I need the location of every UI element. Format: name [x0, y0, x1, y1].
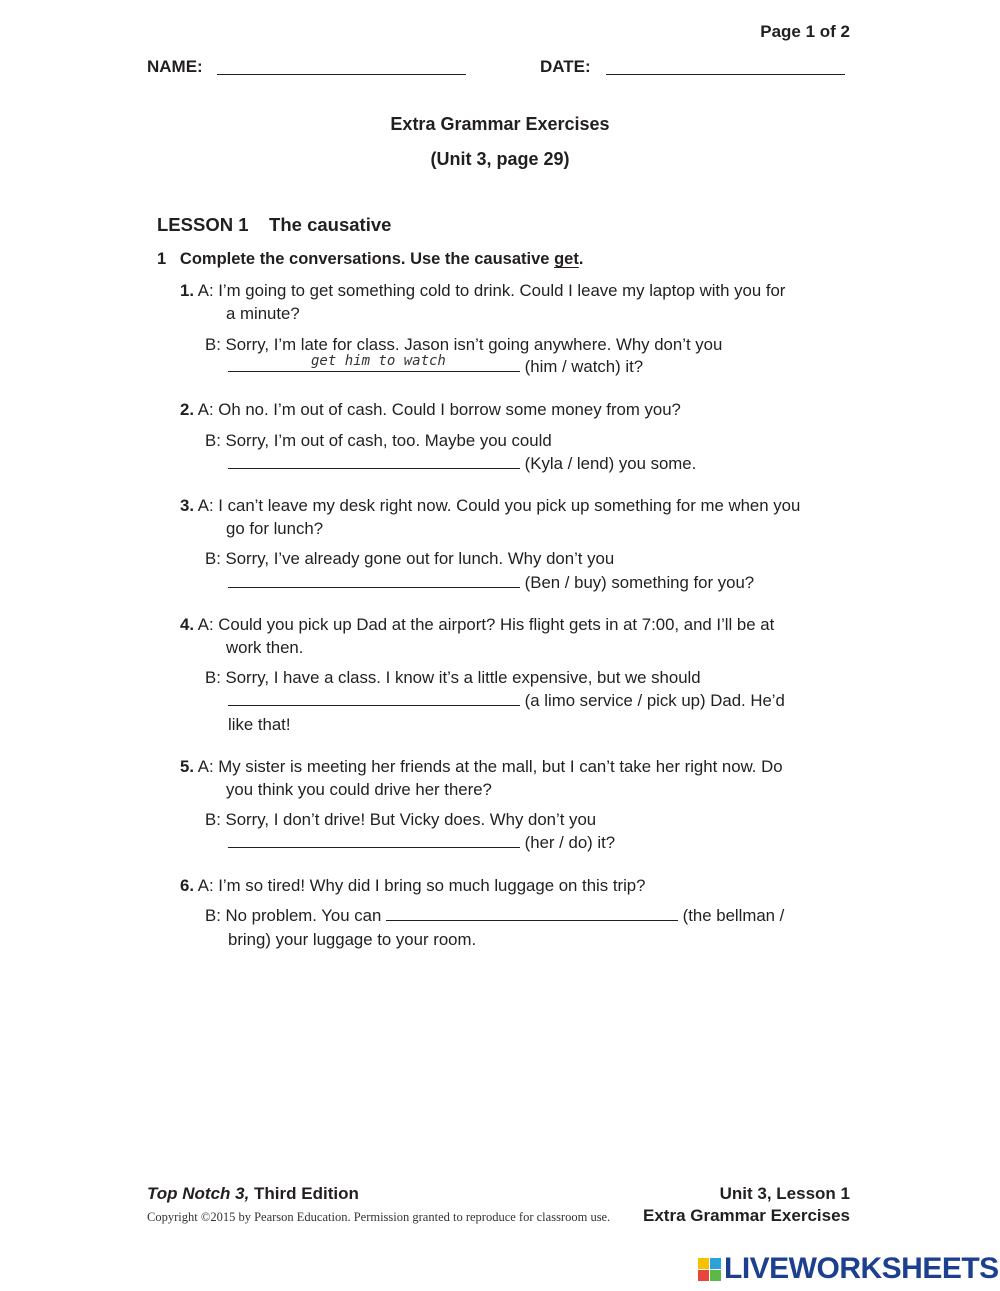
- item-6-b-line-2: bring) your luggage to your room.: [228, 930, 477, 949]
- item-5-answer-row: (her / do) it?: [228, 833, 615, 853]
- instruction-keyword: get: [554, 250, 579, 268]
- item-5-a-line-2: you think you could drive her there?: [226, 780, 492, 799]
- name-field[interactable]: [217, 74, 466, 75]
- item-3-a-line: 3. A: I can’t leave my desk right now. Could you pick up something for me when you: [180, 496, 801, 515]
- item-number: 5.: [180, 757, 194, 776]
- item-4-answer-row: (a limo service / pick up) Dad. He’d: [228, 691, 785, 711]
- item-2-b-line: B: Sorry, I’m out of cash, too. Maybe you could: [205, 431, 552, 450]
- name-label: NAME:: [147, 57, 203, 76]
- item-4-a-line-2: work then.: [226, 638, 304, 657]
- page-number: Page 1 of 2: [760, 22, 850, 41]
- item-1-answer-row: (him / watch) it?: [228, 357, 643, 377]
- item-4-a-line: 4. A: Could you pick up Dad at the airport? His flight gets in at 7:00, and I’ll be at: [180, 615, 775, 634]
- item-1-b-line: B: Sorry, I’m late for class. Jason isn’t going anywhere. Why don’t you: [205, 335, 723, 354]
- item-5-b-line: B: Sorry, I don’t drive! But Vicky does. Why don’t you: [205, 810, 597, 829]
- item-2-a-line: 2. A: Oh no. I’m out of cash. Could I borrow some money from you?: [180, 400, 681, 419]
- page-title: Extra Grammar Exercises: [390, 114, 610, 134]
- item-number: 3.: [180, 496, 194, 515]
- date-label: DATE:: [540, 57, 591, 76]
- handwritten-answer-1: get him to watch: [311, 353, 446, 369]
- footer-section: Extra Grammar Exercises: [643, 1206, 850, 1225]
- item-6-b-line: B: No problem. You can (the bellman /: [205, 906, 785, 925]
- liveworksheets-logo[interactable]: [698, 1252, 999, 1286]
- item-4-b-line-3: like that!: [228, 715, 291, 734]
- item-6-a-line: 6. A: I’m so tired! Why did I bring so much luggage on this trip?: [180, 876, 646, 895]
- item-4-b-line: B: Sorry, I have a class. I know it’s a little expensive, but we should: [205, 668, 701, 687]
- item-3-answer-row: (Ben / buy) something for you?: [228, 573, 754, 593]
- answer-blank-3[interactable]: [228, 573, 520, 588]
- item-number: 2.: [180, 400, 194, 419]
- brand-name: LIVEWORKSHEETS: [724, 1252, 999, 1285]
- instruction: 1 Complete the conversations. Use the causative get.: [157, 250, 584, 268]
- answer-blank-5[interactable]: [228, 833, 520, 848]
- item-1-a-line-2: a minute?: [226, 304, 300, 323]
- copyright: Copyright ©2015 by Pearson Education. Permission granted to reproduce for classroom use.: [147, 1210, 611, 1224]
- footer-unit-lesson: Unit 3, Lesson 1: [719, 1184, 850, 1203]
- item-1-a-line: 1. A: I’m going to get something cold to drink. Could I leave my laptop with you for: [180, 281, 786, 300]
- lesson-title: LESSON 1 The causative: [157, 214, 392, 235]
- answer-blank-4[interactable]: [228, 691, 520, 706]
- answer-blank-6[interactable]: [386, 906, 678, 921]
- item-3-b-line: B: Sorry, I’ve already gone out for lunch. Why don’t you: [205, 549, 615, 568]
- item-number: 6.: [180, 876, 194, 895]
- page-subtitle: (Unit 3, page 29): [430, 149, 570, 169]
- date-field[interactable]: [606, 74, 845, 75]
- item-5-a-line: 5. A: My sister is meeting her friends at the mall, but I can’t take her right now. Do: [180, 757, 783, 776]
- item-number: 1.: [180, 281, 194, 300]
- book-title: Top Notch 3, Third Edition: [147, 1184, 359, 1203]
- answer-blank-2[interactable]: [228, 454, 520, 469]
- logo-cubes-icon: [698, 1258, 721, 1281]
- item-number: 4.: [180, 615, 194, 634]
- item-3-a-line-2: go for lunch?: [226, 519, 324, 538]
- item-2-answer-row: (Kyla / lend) you some.: [228, 454, 696, 474]
